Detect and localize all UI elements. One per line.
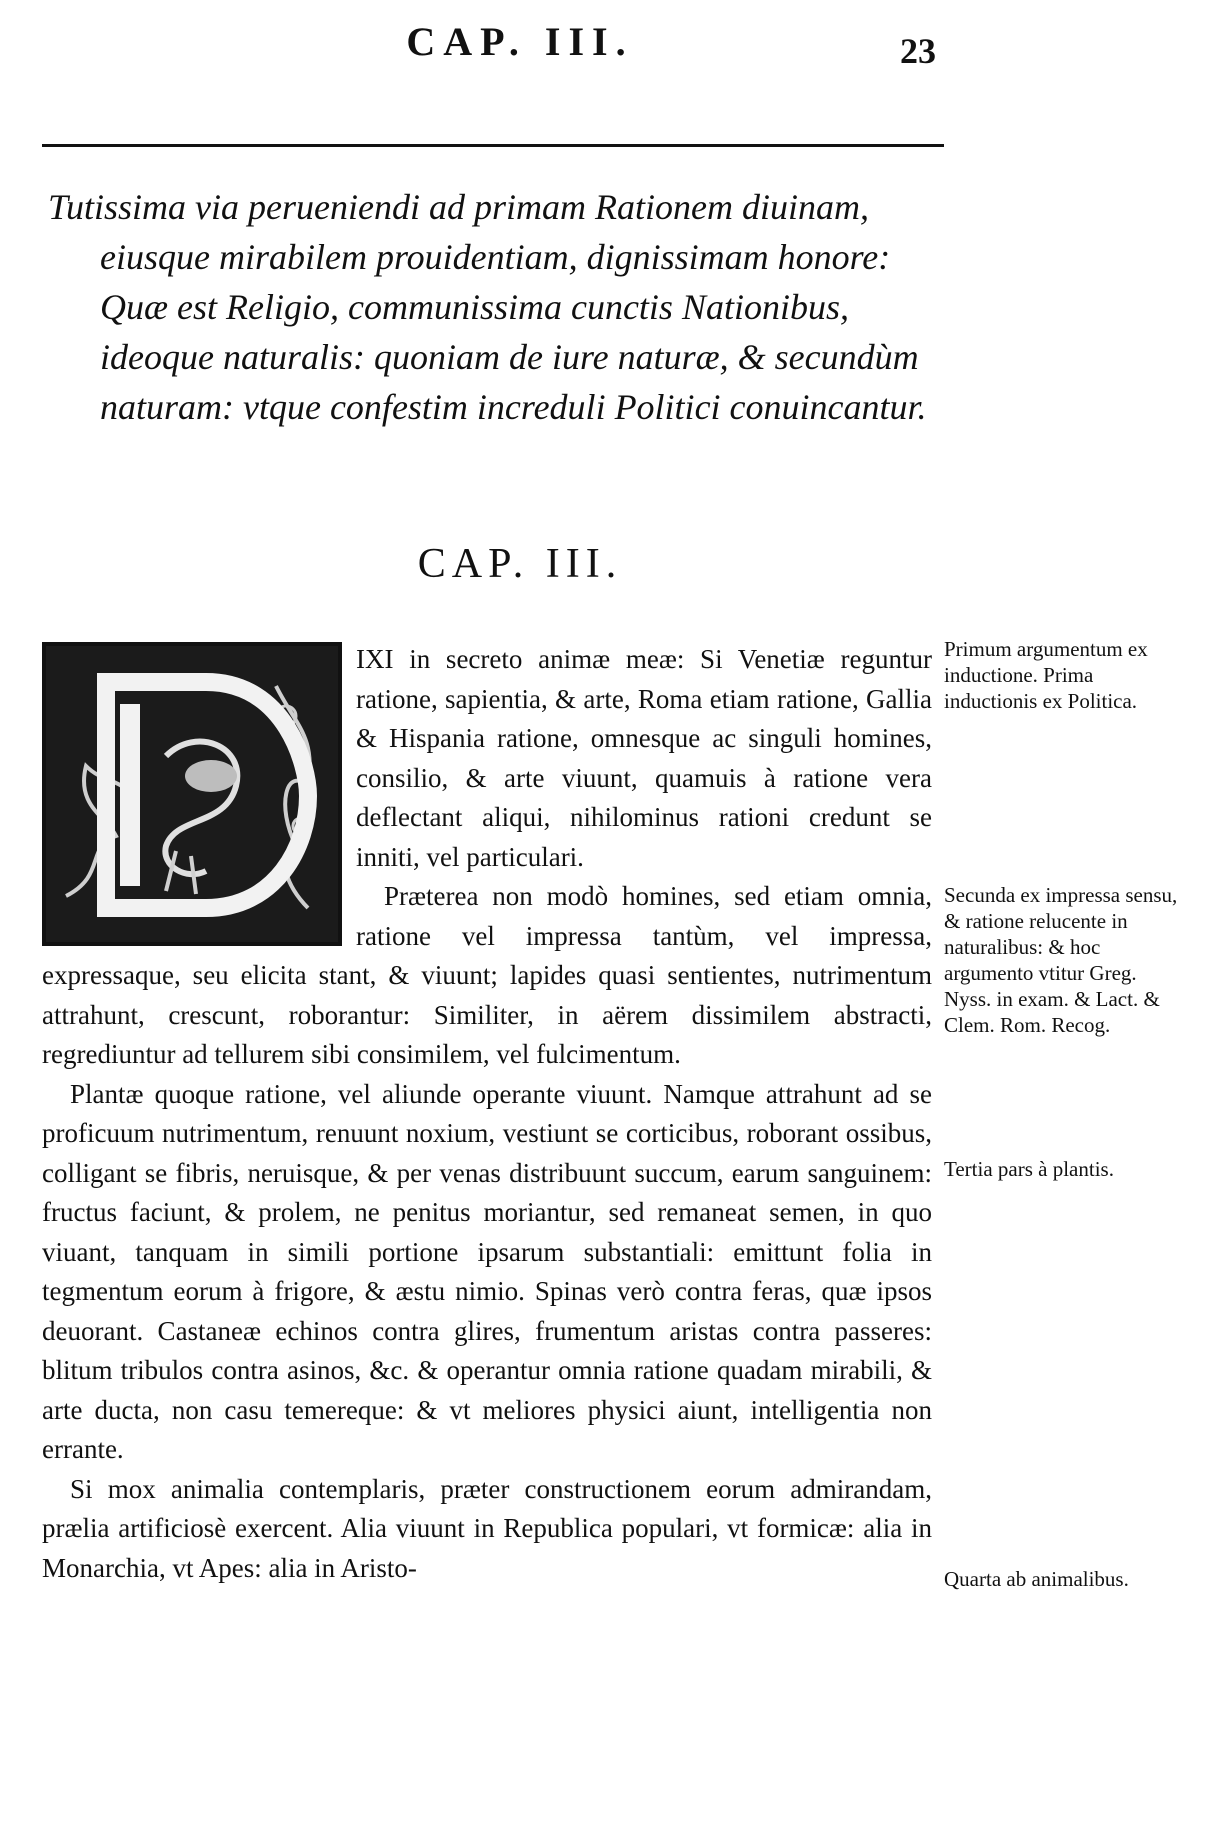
- chapter-summary: [48, 182, 948, 432]
- margin-note-2: Secunda ex impressa sensu, & ratione relucente in naturalibus: & hoc argumento vtitur Greg. Nyss. in exam. & Lact. & Clem. Rom. Recog.: [944, 883, 1178, 1037]
- chapter-heading: CAP. III.: [417, 541, 623, 587]
- paragraph-2: Præterea non modò homines, sed etiam omnia, ratione vel impressa tantùm, vel impressa, expressaque, seu elicita stant, & viuunt; lapides quasi sentientes, nutrimentum attrahunt, crescunt, roborantur: Similiter, in aërem dissimilem abstracti, regrediuntur ad tellurem sibi consimilem, vel fulcimentum.: [42, 881, 932, 1069]
- paragraph-4: Si mox animalia contemplaris, præter constructionem eorum admirandam, prælia artificiosè exercent. Alia viuunt in Republica populari, vt formicæ: alia in Monarchia, vt Apes: alia in Aristo-: [42, 1473, 932, 1583]
- paragraph-3: Plantæ quoque ratione, vel aliunde operante viuunt. Namque attrahunt ad se proficuum nutrimentum, renuunt noxium, vestiunt se corticibus, roborant ossibus, colligant se fibris, neruisque, & per venas distribuunt succum, earum sanguinem: fructus faciunt, & prolem, ne penitus moriantur, sed remaneat semen, in quo viuant, tanquam in simili portione ipsarum substantiali: emittunt folia in tegmentum eorum à frigore, & æstu nimio. Spinas verò contra feras, quæ ipsos deuorant. Castaneæ echinos contra glires, frumentum aristas contra passeres: blitum tribulos contra asinos, &c. & operantur omnia ratione quadam mirabili, & arte ducta, non casu temereque: & vt meliores physici aiunt, intelligentia non errante.: [42, 1078, 932, 1464]
- body-text: [42, 640, 932, 1588]
- margin-note-4: Quarta ab animalibus.: [944, 1567, 1129, 1591]
- paragraph-1: IXI in secreto animæ meæ: Si Venetiæ reguntur ratione, sapientia, & arte, Roma etiam ratione, Gallia & Hispania ratione, omnesque ac singuli homines, consilio, & arte viuunt, quamuis à ratione vera deflectant aliqui, nihilominus rationi credunt se inniti, vel particulari.: [356, 644, 932, 872]
- margin-note-3: Tertia pars à plantis.: [944, 1157, 1114, 1181]
- page-number: 23: [900, 31, 936, 71]
- header-rule: [42, 144, 944, 147]
- running-title: CAP. III.: [406, 19, 634, 64]
- margin-note-1: Primum argumentum ex inductione. Prima inductionis ex Politica.: [944, 637, 1148, 713]
- ornamental-initial-d-icon: [42, 642, 342, 946]
- chapter-summary-text: Tutissima via perueniendi ad primam Rationem diuinam, eiusque mirabilem prouidentiam, dignissimam honore: Quæ est Religio, communissima cunctis Nationibus, ideoque naturalis: quoniam de iure naturæ, & secundùm naturam: vtque confestim increduli Politici conuincantur.: [48, 187, 927, 427]
